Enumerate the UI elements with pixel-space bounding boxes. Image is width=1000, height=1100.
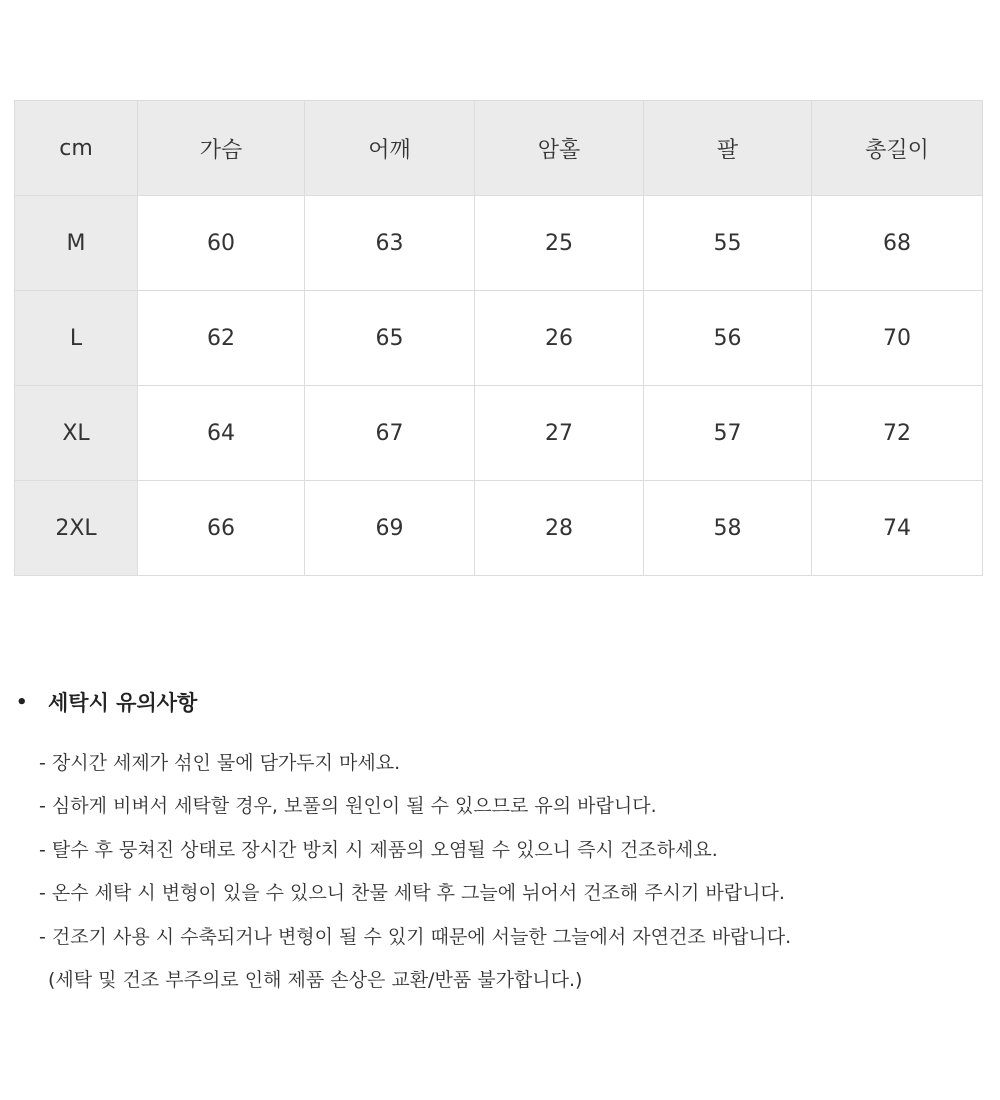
table-row bbox=[15, 386, 983, 481]
list-item: - 건조기 사용 시 수축되거나 변형이 될 수 있기 때문에 서늘한 그늘에서 자연건조 바랍니다. bbox=[39, 925, 792, 948]
table-cell: 62 bbox=[138, 291, 305, 386]
header-sleeve: 팔 bbox=[644, 101, 812, 196]
size-label: 2XL bbox=[15, 481, 138, 576]
size-label: M bbox=[15, 196, 138, 291]
bullet-icon: • bbox=[16, 691, 28, 713]
table-row bbox=[15, 196, 983, 291]
header-total-length: 총길이 bbox=[812, 101, 983, 196]
table-cell: 74 bbox=[812, 481, 983, 576]
table-cell: 64 bbox=[138, 386, 305, 481]
table-header-row bbox=[15, 101, 983, 196]
table-cell: 27 bbox=[475, 386, 644, 481]
table-cell: 66 bbox=[138, 481, 305, 576]
header-shoulder: 어깨 bbox=[305, 101, 475, 196]
table-cell: 70 bbox=[812, 291, 983, 386]
size-label: XL bbox=[15, 386, 138, 481]
section-title: 세탁시 유의사항 bbox=[48, 691, 198, 715]
table-cell: 69 bbox=[305, 481, 475, 576]
table-row bbox=[15, 291, 983, 386]
size-label: L bbox=[15, 291, 138, 386]
table-cell: 68 bbox=[812, 196, 983, 291]
care-list bbox=[14, 742, 974, 959]
table-cell: 57 bbox=[644, 386, 812, 481]
table-cell: 25 bbox=[475, 196, 644, 291]
list-item: - 심하게 비벼서 세탁할 경우, 보풀의 원인이 될 수 있으므로 유의 바랍니다. bbox=[39, 795, 657, 818]
care-note: (세탁 및 건조 부주의로 인해 제품 손상은 교환/반품 불가합니다.) bbox=[48, 969, 583, 992]
table-row bbox=[15, 481, 983, 576]
table-cell: 28 bbox=[475, 481, 644, 576]
table-cell: 60 bbox=[138, 196, 305, 291]
header-unit: cm bbox=[15, 101, 138, 196]
table-cell: 55 bbox=[644, 196, 812, 291]
table-cell: 56 bbox=[644, 291, 812, 386]
table-cell: 67 bbox=[305, 386, 475, 481]
header-armhole: 암홀 bbox=[475, 101, 644, 196]
washing-instructions bbox=[14, 684, 974, 1002]
list-item: - 탈수 후 뭉쳐진 상태로 장시간 방치 시 제품의 오염될 수 있으니 즉시 건조하세요. bbox=[39, 838, 718, 861]
list-item: - 온수 세탁 시 변형이 있을 수 있으니 찬물 세탁 후 그늘에 뉘어서 건조해 주시기 바랍니다. bbox=[39, 882, 785, 905]
header-chest: 가슴 bbox=[138, 101, 305, 196]
washing-instructions-heading bbox=[14, 684, 974, 720]
size-chart-table bbox=[14, 100, 983, 576]
table-cell: 58 bbox=[644, 481, 812, 576]
table-cell: 72 bbox=[812, 386, 983, 481]
table-cell: 26 bbox=[475, 291, 644, 386]
table-cell: 63 bbox=[305, 196, 475, 291]
table-cell: 65 bbox=[305, 291, 475, 386]
list-item: - 장시간 세제가 섞인 물에 담가두지 마세요. bbox=[39, 752, 401, 774]
